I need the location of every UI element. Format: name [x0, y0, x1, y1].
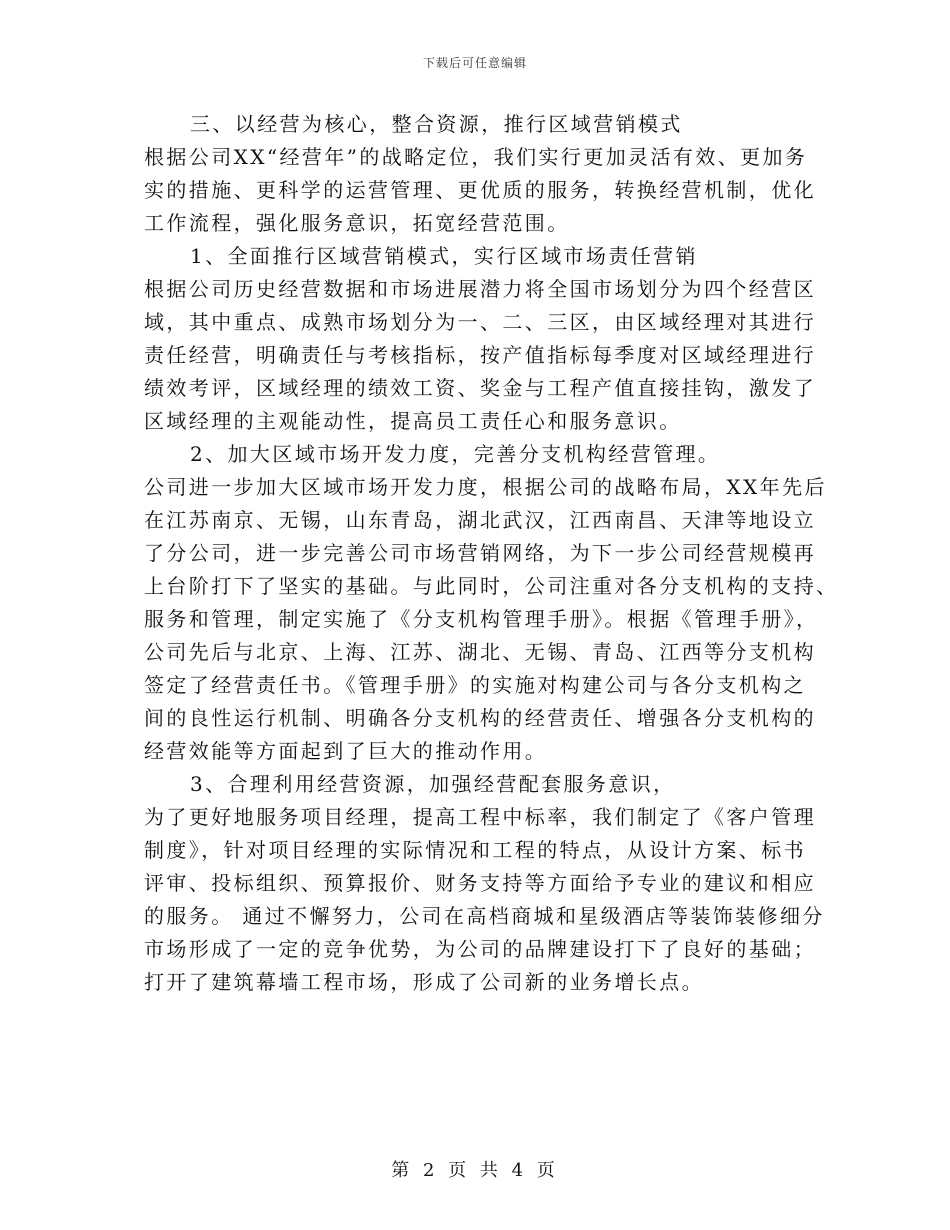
paragraph-line: 在江苏南京、无锡，山东青岛，湖北武汉，江西南昌、天津等地设立: [144, 508, 816, 532]
paragraph-line: 责任经营，明确责任与考核指标，按产值指标每季度对区域经理进行: [144, 343, 816, 367]
paragraph-line: 公司先后与北京、上海、江苏、湖北、无锡、青岛、江西等分支机构: [144, 640, 816, 664]
paragraph-line: 绩效考评，区域经理的绩效工资、奖金与工程产值直接挂钩，激发了: [144, 376, 816, 400]
subsection-heading: 3、合理利用经营资源，加强经营配套服务意识，: [190, 772, 676, 796]
paragraph-line: 域，其中重点、成熟市场划分为一、二、三区，由区域经理对其进行: [144, 310, 816, 334]
paragraph-line: 公司进一步加大区域市场开发力度，根据公司的战略布局，XX年先后: [144, 475, 827, 499]
paragraph-line: 为了更好地服务项目经理，提高工程中标率，我们制定了《客户管理: [144, 805, 816, 829]
paragraph-line: 上台阶打下了坚实的基础。与此同时，公司注重对各分支机构的支持、: [144, 574, 839, 598]
paragraph-line: 市场形成了一定的竞争优势，为公司的品牌建设打下了良好的基础；: [144, 937, 816, 961]
paragraph-line: 评审、投标组织、预算报价、财务支持等方面给予专业的建议和相应: [144, 871, 816, 895]
paragraph-line: 制度》，针对项目经理的实际情况和工程的特点，从设计方案、标书: [144, 838, 806, 862]
paragraph-line: 的服务。 通过不懈努力，公司在高档商城和星级酒店等装饰装修细分: [144, 904, 825, 928]
paragraph-line: 区域经理的主观能动性，提高员工责任心和服务意识。: [144, 409, 682, 433]
paragraph-line: 间的良性运行机制、明确各分支机构的经营责任、增强各分支机构的: [144, 706, 816, 730]
paragraph-line: 签定了经营责任书。《管理手册》的实施对构建公司与各分支机构之: [144, 673, 806, 697]
paragraph-line: 工作流程，强化服务意识，拓宽经营范围。: [144, 211, 570, 235]
paragraph-line: 根据公司历史经营数据和市场进展潜力将全国市场划分为四个经营区: [144, 277, 816, 301]
paragraph-line: 经营效能等方面起到了巨大的推动作用。: [144, 739, 548, 763]
page-number-footer: 第 2 页 共 4 页: [391, 1160, 559, 1181]
subsection-heading: 2、加大区域市场开发力度，完善分支机构经营管理。: [190, 442, 721, 466]
paragraph-line: 服务和管理，制定实施了《分支机构管理手册》。根据《管理手册》，: [144, 607, 819, 631]
section-heading: 三、以经营为核心，整合资源，推行区域营销模式: [190, 112, 683, 136]
paragraph-line: 实的措施、更科学的运营管理、更优质的服务，转换经营机制，优化: [144, 178, 816, 202]
paragraph-line: 了分公司，进一步完善公司市场营销网络，为下一步公司经营规模再: [144, 541, 816, 565]
page-header: 下载后可任意编辑: [422, 56, 527, 70]
paragraph-line: 根据公司XX“经营年”的战略定位，我们实行更加灵活有效、更加务: [144, 145, 808, 169]
paragraph-line: 打开了建筑幕墙工程市场，形成了公司新的业务增长点。: [144, 970, 704, 994]
subsection-heading: 1、全面推行区域营销模式，实行区域市场责任营销: [190, 244, 698, 268]
document-body: [144, 108, 839, 999]
